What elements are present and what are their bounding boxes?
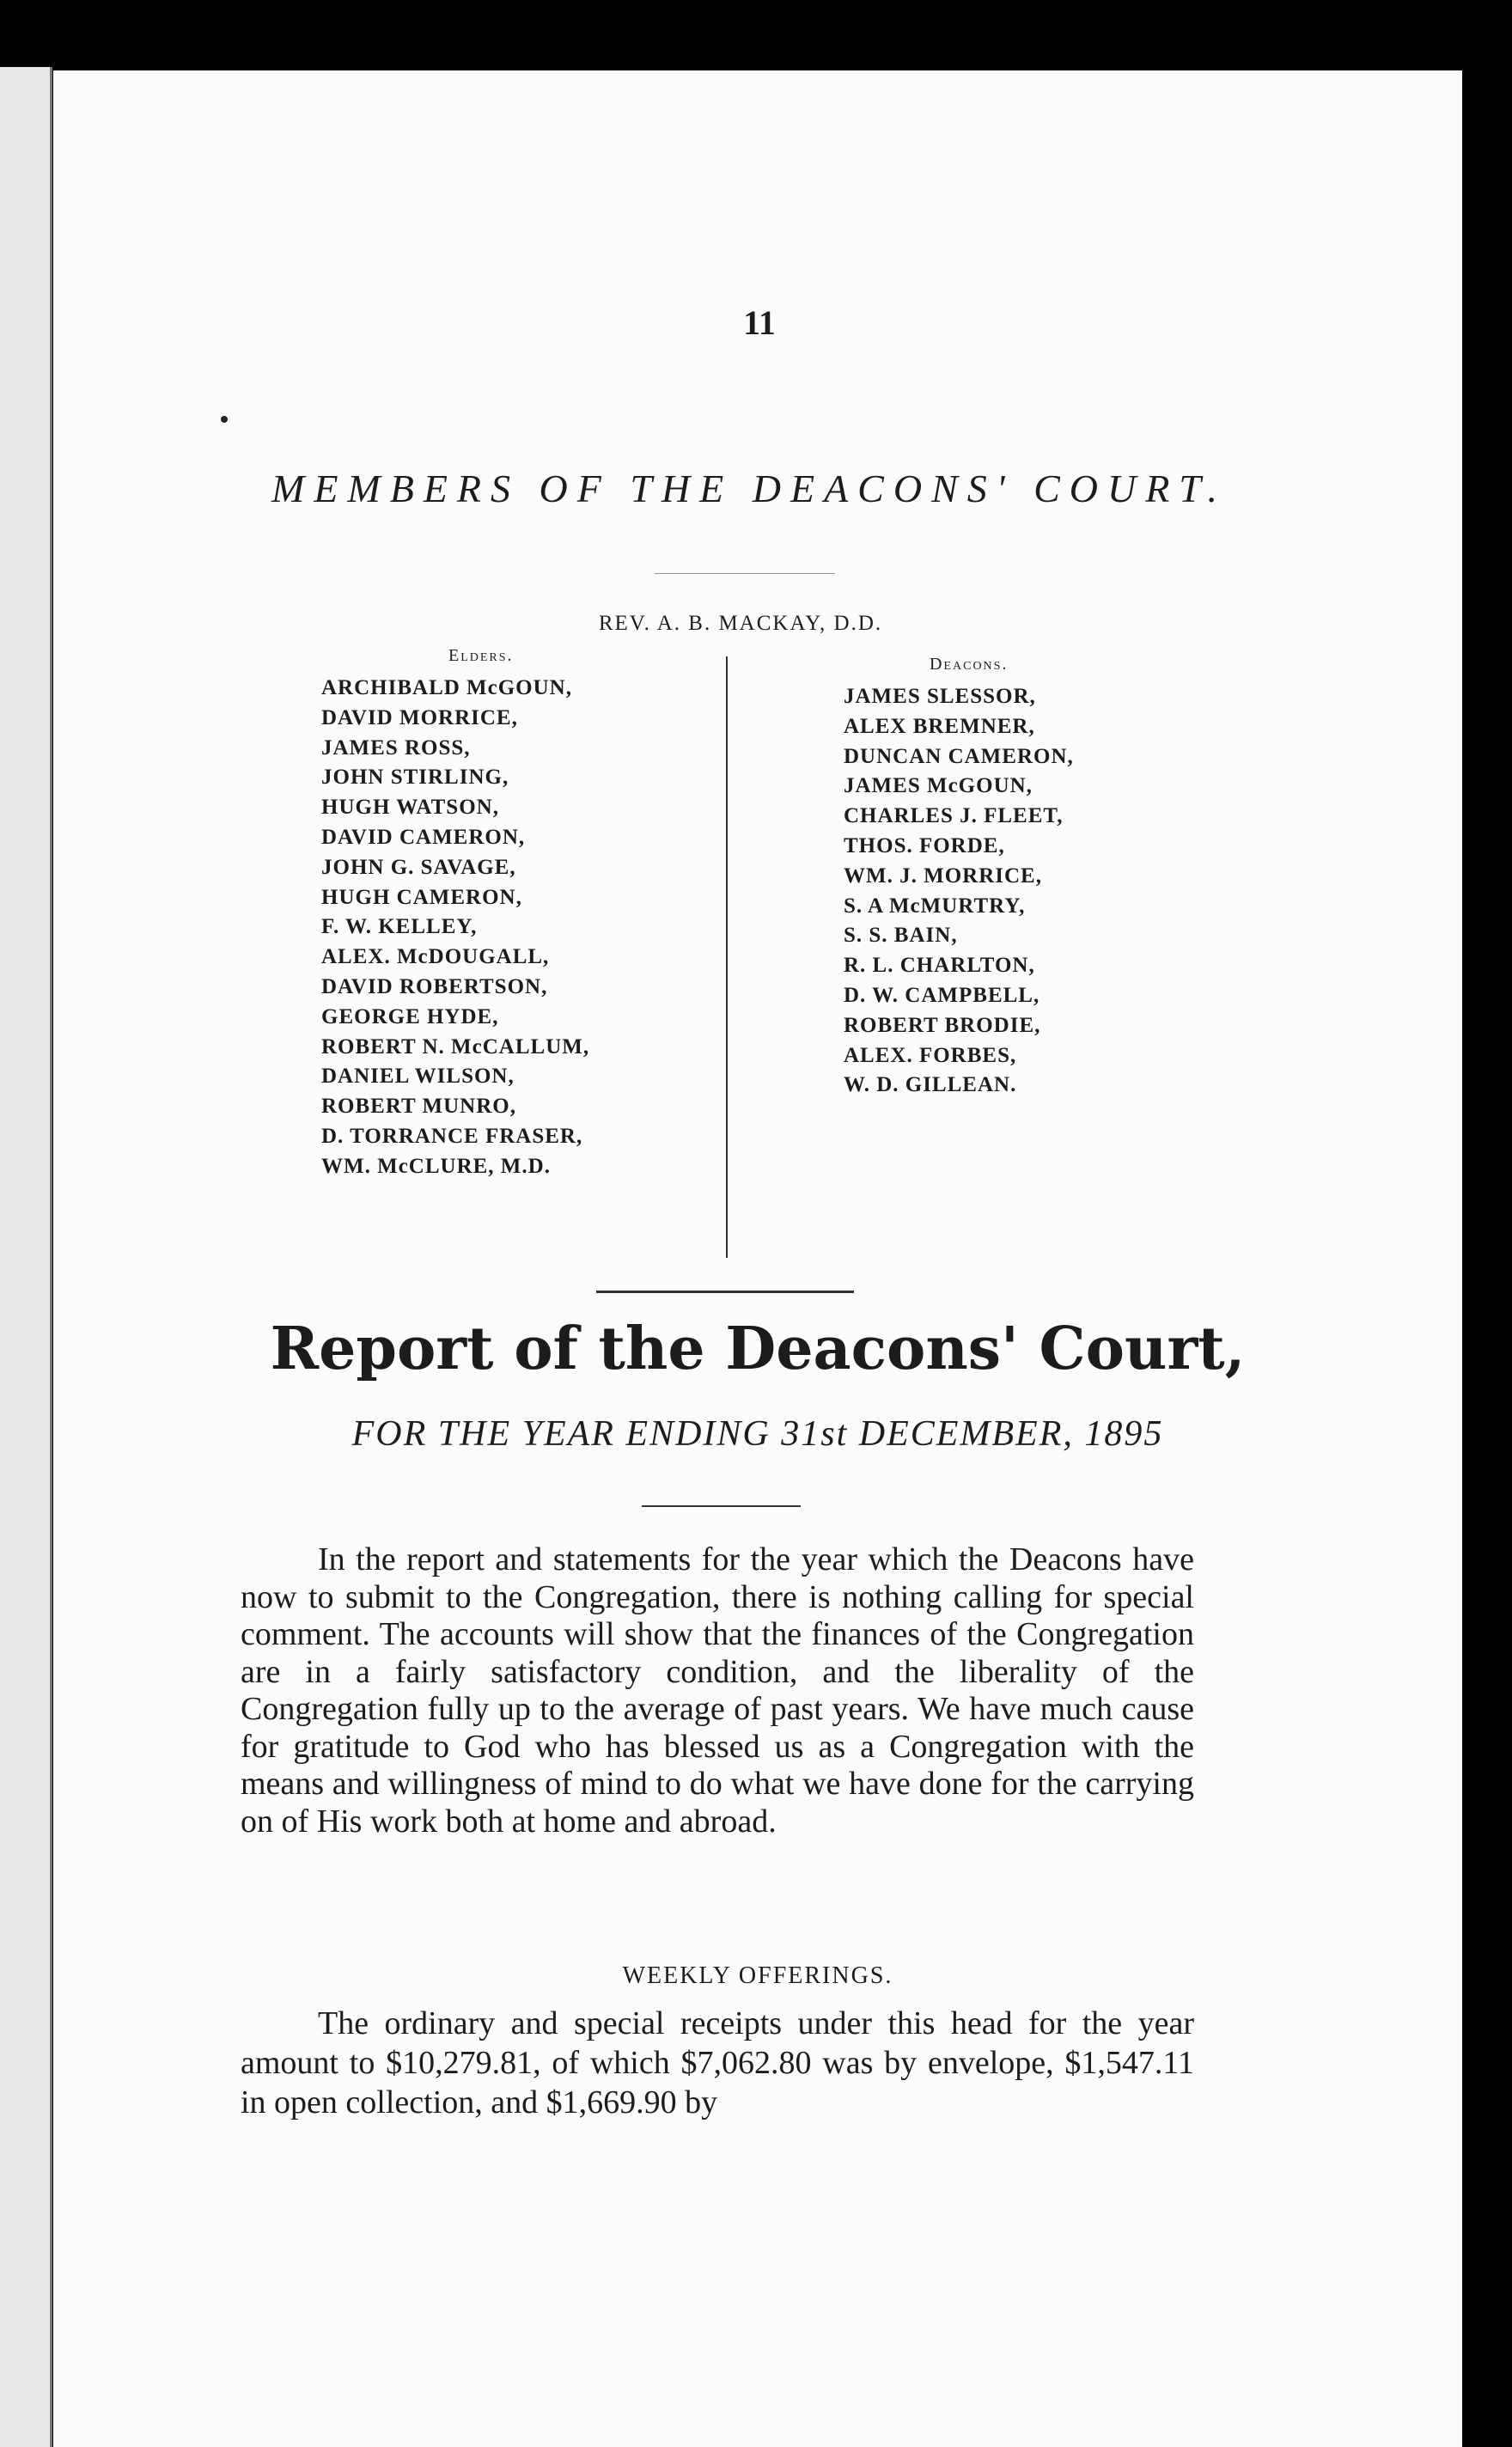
name-entry: D. TORRANCE FRASER, (321, 1124, 583, 1148)
subtitle-rule (642, 1505, 801, 1507)
name-entry: DAVID ROBERTSON, (321, 974, 548, 998)
report-title: Report of the Deacons' Court, (270, 1315, 1246, 1383)
name-entry: DANIEL WILSON, (321, 1065, 515, 1089)
weekly-offerings-heading: WEEKLY OFFERINGS. (622, 1962, 893, 1989)
name-entry: R. L. CHARLTON, (844, 954, 1035, 978)
name-entry: JAMES SLESSOR, (844, 685, 1036, 708)
name-entry: JOHN STIRLING, (321, 766, 509, 790)
intro-paragraph: In the report and statements for the year which the Deacons have now to submit to the Congregation, there is nothing calling for special comment. The accounts will show that the finances of the Congregation are in a fairly satisfactory condition, and the liberality of the Congregation fully up to the average of past years. We have much cause for gratitude to God who has blessed us as a Congregation with the means and willingness of mind to do what we have done for the carrying on of His work both at home and abroad. (241, 1541, 1194, 1840)
adjacent-page-edge (0, 67, 52, 2447)
name-entry: ALEX. McDOUGALL, (321, 945, 550, 969)
name-entry: JOHN G. SAVAGE, (321, 855, 516, 879)
name-entry: ROBERT BRODIE, (844, 1013, 1041, 1037)
name-entry: W. D. GILLEAN. (844, 1073, 1017, 1097)
column-divider (726, 656, 728, 1258)
report-subtitle: FOR THE YEAR ENDING 31st DECEMBER, 1895 (351, 1414, 1164, 1454)
name-entry: JAMES ROSS, (321, 735, 471, 760)
name-entry: HUGH CAMERON, (321, 885, 522, 909)
name-entry: F. W. KELLEY, (321, 915, 478, 939)
section-rule (596, 1291, 854, 1293)
name-entry: DAVID MORRICE, (321, 705, 518, 729)
name-entry: ARCHIBALD McGOUN, (321, 676, 572, 699)
name-entry: THOS. FORDE, (844, 833, 1005, 857)
minister-name: REV. A. B. MACKAY, D.D. (598, 612, 883, 635)
name-entry: DAVID CAMERON, (321, 825, 526, 849)
name-entry: ROBERT MUNRO, (321, 1095, 516, 1119)
deacons-list (844, 682, 1074, 1101)
name-entry: ALEX BREMNER, (844, 714, 1035, 738)
ink-speck (221, 416, 228, 423)
offerings-paragraph: The ordinary and special receipts under this head for the year amount to $10,279.81, of which $7,062.80 was by envelope, $1,547.11 in open collection, and $1,669.90 by (241, 2005, 1194, 2121)
members-title: MEMBERS OF THE DEACONS' COURT. (271, 467, 1227, 510)
name-entry: HUGH WATSON, (321, 796, 499, 820)
name-entry: S. A McMURTRY, (844, 894, 1026, 918)
deacons-heading: Deacons. (930, 655, 1009, 674)
name-entry: DUNCAN CAMERON, (844, 744, 1074, 768)
name-entry: D. W. CAMPBELL, (844, 983, 1040, 1007)
title-rule (655, 573, 835, 574)
elders-list (321, 674, 589, 1182)
name-entry: CHARLES J. FLEET, (844, 804, 1064, 828)
name-entry: ROBERT N. McCALLUM, (321, 1034, 590, 1059)
name-entry: ALEX. FORBES, (844, 1043, 1017, 1067)
name-entry: S. S. BAIN, (844, 924, 958, 948)
name-entry: WM. J. MORRICE, (844, 863, 1042, 888)
name-entry: JAMES McGOUN, (844, 774, 1033, 798)
page-number: 11 (743, 303, 776, 342)
elders-heading: Elders. (448, 646, 514, 665)
name-entry: WM. McCLURE, M.D. (321, 1154, 551, 1178)
name-entry: GEORGE HYDE, (321, 1004, 499, 1028)
document-page (53, 70, 1462, 2447)
